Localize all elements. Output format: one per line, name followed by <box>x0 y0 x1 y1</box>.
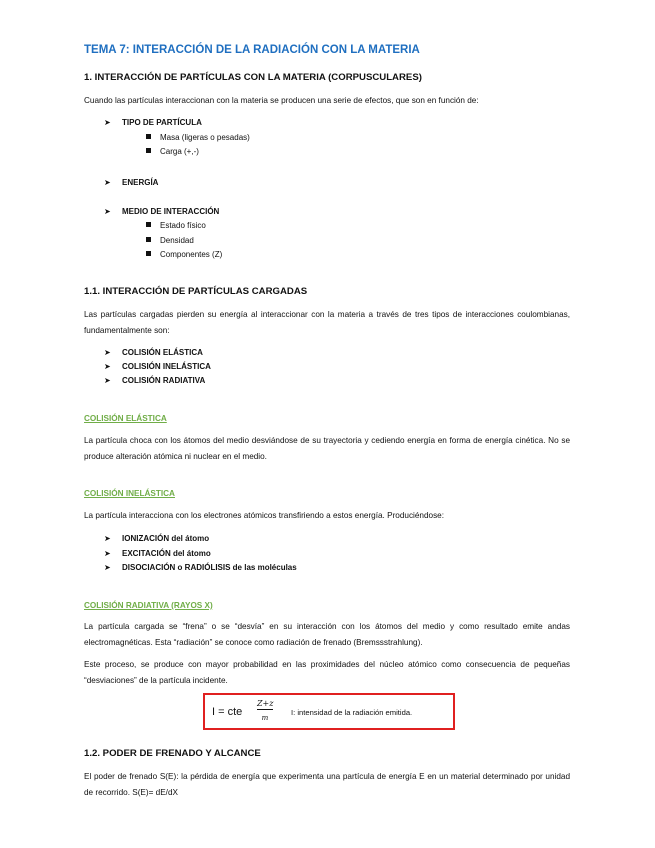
formula-denominator: m <box>261 714 269 722</box>
sub-bullet-label: Carga (+,-) <box>160 147 199 156</box>
section-1-2-heading: 1.2. PODER DE FRENADO Y ALCANCE <box>84 748 261 759</box>
page-title: TEMA 7: INTERACCIÓN DE LA RADIACIÓN CON LA MATERIA <box>84 44 420 56</box>
arrow-bullet-icon: ➤ <box>104 362 111 371</box>
formula-description: I: intensidad de la radiación emitida. <box>291 708 413 717</box>
sub-bullet-label: Estado físico <box>160 221 206 230</box>
sub-bullet-carga <box>146 147 199 156</box>
radiative-heading: COLISIÓN RADIATIVA (RAYOS X) <box>84 601 213 610</box>
section-1-1-heading: 1.1. INTERACCIÓN DE PARTÍCULAS CARGADAS <box>84 286 308 297</box>
sub-bullet-estado <box>146 221 206 230</box>
type-elastic <box>104 348 203 357</box>
item-label: DISOCIACIÓN o RADIÓLISIS de las moléculas <box>122 563 297 572</box>
sub-bullet-masa <box>146 133 250 142</box>
radiative-text-2: Este proceso, se produce con mayor probabilidad en las proximidades del núcleo atómico como consecuencia de pequeñas “desviaciones” de la partícula incidente. <box>84 660 570 685</box>
bullet-medio-interaccion <box>104 207 219 216</box>
inelastic-item-excitacion <box>104 549 211 558</box>
sub-bullet-componentes <box>146 250 222 259</box>
type-inelastic <box>104 362 211 371</box>
square-bullet-icon <box>146 237 151 242</box>
arrow-bullet-icon: ➤ <box>104 549 111 558</box>
inelastic-text: La partícula interacciona con los electrones atómicos transfiriendo a estos energía. Produciéndose: <box>84 511 445 520</box>
sub-bullet-densidad <box>146 236 194 245</box>
section-1-heading: 1. INTERACCIÓN DE PARTÍCULAS CON LA MATERIA (CORPUSCULARES) <box>84 72 422 83</box>
arrow-bullet-icon: ➤ <box>104 118 111 127</box>
square-bullet-icon <box>146 134 151 139</box>
inelastic-item-ionizacion <box>104 534 209 543</box>
inelastic-heading: COLISIÓN INELÁSTICA <box>84 489 175 498</box>
type-radiative <box>104 376 205 385</box>
bullet-label: TIPO DE PARTÍCULA <box>122 118 202 127</box>
arrow-bullet-icon: ➤ <box>104 534 111 543</box>
fraction-bar <box>257 709 273 710</box>
arrow-bullet-icon: ➤ <box>104 563 111 572</box>
arrow-bullet-icon: ➤ <box>104 178 111 187</box>
bullet-tipo-particula <box>104 118 202 127</box>
arrow-bullet-icon: ➤ <box>104 207 111 216</box>
bullet-energia <box>104 178 158 187</box>
square-bullet-icon <box>146 222 151 227</box>
inelastic-item-disociacion <box>104 563 297 572</box>
type-label: COLISIÓN ELÁSTICA <box>122 348 203 357</box>
section-1-intro: Cuando las partículas interaccionan con la materia se producen una serie de efectos, que son en función de: <box>84 96 479 105</box>
sub-bullet-label: Masa (ligeras o pesadas) <box>160 133 250 142</box>
sub-bullet-label: Componentes (Z) <box>160 250 223 259</box>
sub-bullet-label: Densidad <box>160 236 194 245</box>
type-label: COLISIÓN INELÁSTICA <box>122 362 211 371</box>
formula-lhs: I = cte <box>212 706 243 718</box>
formula-fraction <box>257 699 273 724</box>
section-1-2-text: El poder de frenado S(E): la pérdida de energía que experimenta una partícula de energía E en un material determinado por unidad de recorrido. S(E)= dE/dX <box>84 772 570 797</box>
bremsstrahlung-formula-box <box>203 693 455 730</box>
item-label: EXCITACIÓN del átomo <box>122 549 211 558</box>
formula-numerator: Z+z <box>257 699 274 708</box>
arrow-bullet-icon: ➤ <box>104 376 111 385</box>
square-bullet-icon <box>146 148 151 153</box>
section-1-1-intro: Las partículas cargadas pierden su energía al interaccionar con la materia a través de tres tipos de interacciones coulombianas, fundamentalmente son: <box>84 310 570 335</box>
elastic-text: La partícula choca con los átomos del medio desviándose de su trayectoria y cediendo energía en forma de energía cinética. No se produce alteración atómica ni nuclear en el medio. <box>84 436 570 461</box>
item-label: IONIZACIÓN del átomo <box>122 534 210 543</box>
bullet-label: MEDIO DE INTERACCIÓN <box>122 207 220 216</box>
type-label: COLISIÓN RADIATIVA <box>122 376 206 385</box>
bullet-label: ENERGÍA <box>122 178 159 187</box>
radiative-text-1: La partícula cargada se “frena” o se “desvía” en su interacción con los átomos del medio y como resultado emite andas electromagnéticas. Esta “radiación” se conoce como radiación de frenado (Bremssstrahlung). <box>84 622 570 647</box>
arrow-bullet-icon: ➤ <box>104 348 111 357</box>
square-bullet-icon <box>146 251 151 256</box>
elastic-heading: COLISIÓN ELÁSTICA <box>84 414 167 423</box>
